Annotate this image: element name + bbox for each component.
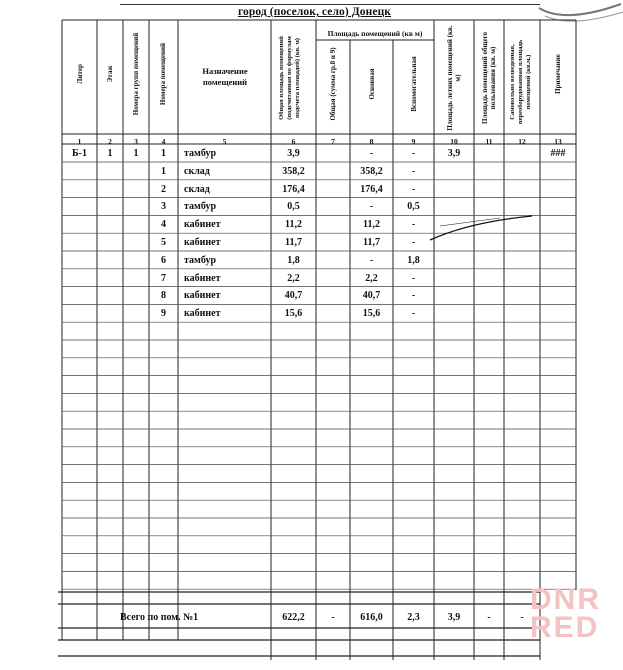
cell-total-area: 40,7 <box>284 290 303 302</box>
cell-aux-area: - <box>411 165 416 177</box>
column-number: 11 <box>485 137 493 146</box>
cell-common-area <box>474 288 504 304</box>
cell-floor <box>97 235 123 251</box>
cell-main-area: 11,7 <box>363 237 380 248</box>
cell-group <box>123 164 149 180</box>
cell-group <box>123 288 149 304</box>
cell-group <box>123 271 149 287</box>
cell-liter: Б-1 <box>72 148 87 159</box>
column-number: 9 <box>411 137 416 146</box>
cell-general-area <box>316 288 350 304</box>
col-header-main: Основная <box>368 68 376 100</box>
cell-main-area: 15,6 <box>362 308 381 320</box>
cell-summer-area <box>434 271 474 287</box>
cell-common-area <box>474 235 504 251</box>
cell-general-area <box>316 182 350 198</box>
col-header-purpose: Назначение помещений <box>202 66 248 87</box>
cell-liter <box>62 182 97 198</box>
cell-general-area <box>316 217 350 233</box>
cell-aux-area: 1,8 <box>407 254 420 266</box>
cell-room-number: 3 <box>161 201 166 213</box>
cell-general-area <box>316 199 350 215</box>
cell-group <box>123 217 149 233</box>
cell-floor <box>97 288 123 304</box>
cell-note <box>540 271 576 287</box>
cell-common-area <box>474 253 504 269</box>
cell-note <box>540 182 576 198</box>
cell-total-area: 176,4 <box>282 183 305 195</box>
column-number: 1 <box>77 137 82 146</box>
watermark-line-2: RED <box>530 611 600 644</box>
cell-aux-area: - <box>411 219 416 231</box>
cell-total-area: 11,7 <box>285 237 302 248</box>
cell-main-area: 11,2 <box>363 219 380 231</box>
cell-general-area <box>316 253 350 269</box>
cell-general-area <box>316 271 350 287</box>
col-header-illegal-area: Самовольно возведенная, переоборудованная площадь помещений (кв.м.) <box>509 39 532 125</box>
cell-liter <box>62 199 97 215</box>
cell-floor <box>97 199 123 215</box>
cell-note <box>540 288 576 304</box>
cell-room-number: 5 <box>161 237 166 248</box>
cell-liter <box>62 253 97 269</box>
cell-total-area: 358,2 <box>282 165 305 177</box>
cell-aux-area: 0,5 <box>407 201 420 213</box>
cell-common-area <box>474 146 504 162</box>
cell-total-area: 1,8 <box>287 254 300 266</box>
totals-main-area: 616,0 <box>360 612 383 623</box>
cell-total-area: 11,2 <box>285 219 302 231</box>
cell-purpose: кабинет <box>184 290 221 302</box>
cell-liter <box>62 271 97 287</box>
watermark-line-1: DNR <box>530 583 601 616</box>
cell-main-area: 2,2 <box>365 272 378 284</box>
cell-room-number: 1 <box>161 148 166 159</box>
totals-aux-area: 2,3 <box>407 612 420 623</box>
col-header-liter: Литер <box>76 64 84 84</box>
cell-common-area <box>474 182 504 198</box>
cell-summer-area <box>434 164 474 180</box>
cell-total-area: 0,5 <box>287 201 300 213</box>
cell-common-area <box>474 164 504 180</box>
cell-note <box>540 253 576 269</box>
cell-liter <box>62 235 97 251</box>
cell-aux-area: - <box>411 183 416 195</box>
cell-illegal-area <box>504 217 540 233</box>
cell-room-number: 8 <box>161 290 166 302</box>
cell-liter <box>62 217 97 233</box>
column-number: 6 <box>291 137 296 146</box>
cell-common-area <box>474 199 504 215</box>
cell-aux-area: - <box>411 290 416 302</box>
cell-liter <box>62 288 97 304</box>
cell-total-area: 3,9 <box>287 148 300 159</box>
cell-summer-area <box>434 253 474 269</box>
cell-illegal-area <box>504 253 540 269</box>
cell-aux-area: - <box>411 272 416 284</box>
cell-aux-area: - <box>411 148 416 159</box>
column-number: 2 <box>108 137 112 146</box>
cell-purpose: кабинет <box>184 237 221 248</box>
cell-summer-area <box>434 199 474 215</box>
cell-general-area <box>316 146 350 162</box>
cell-note <box>540 199 576 215</box>
cell-main-area: - <box>369 254 374 266</box>
cell-room-number: 7 <box>161 272 166 284</box>
cell-illegal-area <box>504 199 540 215</box>
cell-purpose: кабинет <box>184 219 221 231</box>
cell-room-number: 1 <box>161 165 166 177</box>
cell-summer-area <box>434 217 474 233</box>
cell-floor <box>97 164 123 180</box>
cell-illegal-area <box>504 306 540 322</box>
totals-summer-area: 3,9 <box>447 612 461 623</box>
cell-purpose: тамбур <box>184 201 217 213</box>
cell-note: ### <box>550 148 566 159</box>
cell-group <box>123 182 149 198</box>
cell-group: 1 <box>133 148 139 159</box>
col-header-general: Общая (сумма гр.8 и 9) <box>329 47 337 121</box>
cell-summer-area <box>434 288 474 304</box>
col-header-common-area: Площадь помещений общего пользования (кв. м) <box>481 32 497 124</box>
cell-floor <box>97 271 123 287</box>
col-header-room-numbers: Номера помещений <box>159 42 167 106</box>
cell-floor: 1 <box>107 148 113 159</box>
cell-total-area: 2,2 <box>287 272 300 284</box>
cell-illegal-area <box>504 235 540 251</box>
cell-total-area: 15,6 <box>284 308 303 320</box>
cell-aux-area: - <box>411 237 416 248</box>
col-header-summer-area: Площадь летних помещений (кв. м) <box>446 25 462 131</box>
column-number: 7 <box>331 137 335 146</box>
cell-note <box>540 235 576 251</box>
cell-illegal-area <box>504 164 540 180</box>
cell-general-area <box>316 164 350 180</box>
cell-purpose: тамбур <box>184 148 217 159</box>
totals-common-area: - <box>487 612 491 623</box>
column-number: 4 <box>161 137 166 146</box>
cell-illegal-area <box>504 182 540 198</box>
cell-note <box>540 164 576 180</box>
totals-label: Всего по пом. №1 <box>120 612 199 623</box>
cell-summer-area <box>434 182 474 198</box>
cell-common-area <box>474 217 504 233</box>
cell-room-number: 2 <box>161 183 166 195</box>
cell-liter <box>62 164 97 180</box>
col-header-group-numbers: Номера групп помещений <box>132 32 140 116</box>
cell-floor <box>97 217 123 233</box>
totals-illegal-area: - <box>520 612 524 623</box>
cell-summer-area <box>434 235 474 251</box>
watermark-logo <box>530 583 604 646</box>
cell-aux-area: - <box>411 308 416 320</box>
cell-main-area: 40,7 <box>362 290 381 302</box>
cell-general-area <box>316 235 350 251</box>
cell-main-area: - <box>369 148 374 159</box>
cell-group <box>123 199 149 215</box>
cell-common-area <box>474 306 504 322</box>
cell-note <box>540 217 576 233</box>
cell-common-area <box>474 271 504 287</box>
column-number: 8 <box>369 137 374 146</box>
col-header-auxiliary: Вспомогательная <box>410 56 418 112</box>
cell-general-area <box>316 306 350 322</box>
cell-illegal-area <box>504 146 540 162</box>
cell-main-area: 176,4 <box>360 183 383 195</box>
cell-illegal-area <box>504 271 540 287</box>
column-number: 3 <box>134 137 138 146</box>
column-number: 5 <box>222 137 227 146</box>
cell-summer-area: 3,9 <box>447 148 461 159</box>
column-number: 10 <box>450 137 458 146</box>
column-number: 12 <box>518 137 526 146</box>
cell-floor <box>97 306 123 322</box>
cell-group <box>123 235 149 251</box>
cell-purpose: кабинет <box>184 272 221 284</box>
city-line: город (поселок, село) Донецк <box>238 6 392 18</box>
cell-floor <box>97 182 123 198</box>
cell-note <box>540 306 576 322</box>
cell-room-number: 4 <box>161 219 166 231</box>
cell-group <box>123 306 149 322</box>
cell-main-area: - <box>369 201 374 213</box>
cell-purpose: тамбур <box>184 254 217 266</box>
col-header-notes: Примечание <box>554 54 562 94</box>
cell-room-number: 6 <box>161 254 166 266</box>
cell-main-area: 358,2 <box>360 165 383 177</box>
cell-liter <box>62 306 97 322</box>
col-header-floor: Этаж <box>106 65 114 83</box>
cell-group <box>123 253 149 269</box>
column-number: 13 <box>554 137 562 146</box>
col-header-area-group: Площадь помещений (кв м) <box>327 29 423 38</box>
cell-floor <box>97 253 123 269</box>
cell-illegal-area <box>504 288 540 304</box>
col-header-total-area: Общая площадь помещений (подсчитанная по формулам подсчета площадей) (кв. м) <box>278 36 301 120</box>
totals-total-area: 622,2 <box>282 612 305 623</box>
cell-purpose: кабинет <box>184 308 221 320</box>
cell-purpose: склад <box>184 165 210 177</box>
cell-room-number: 9 <box>161 308 166 320</box>
cell-purpose: склад <box>184 183 210 195</box>
totals-general-area: - <box>331 612 335 623</box>
cell-summer-area <box>434 306 474 322</box>
